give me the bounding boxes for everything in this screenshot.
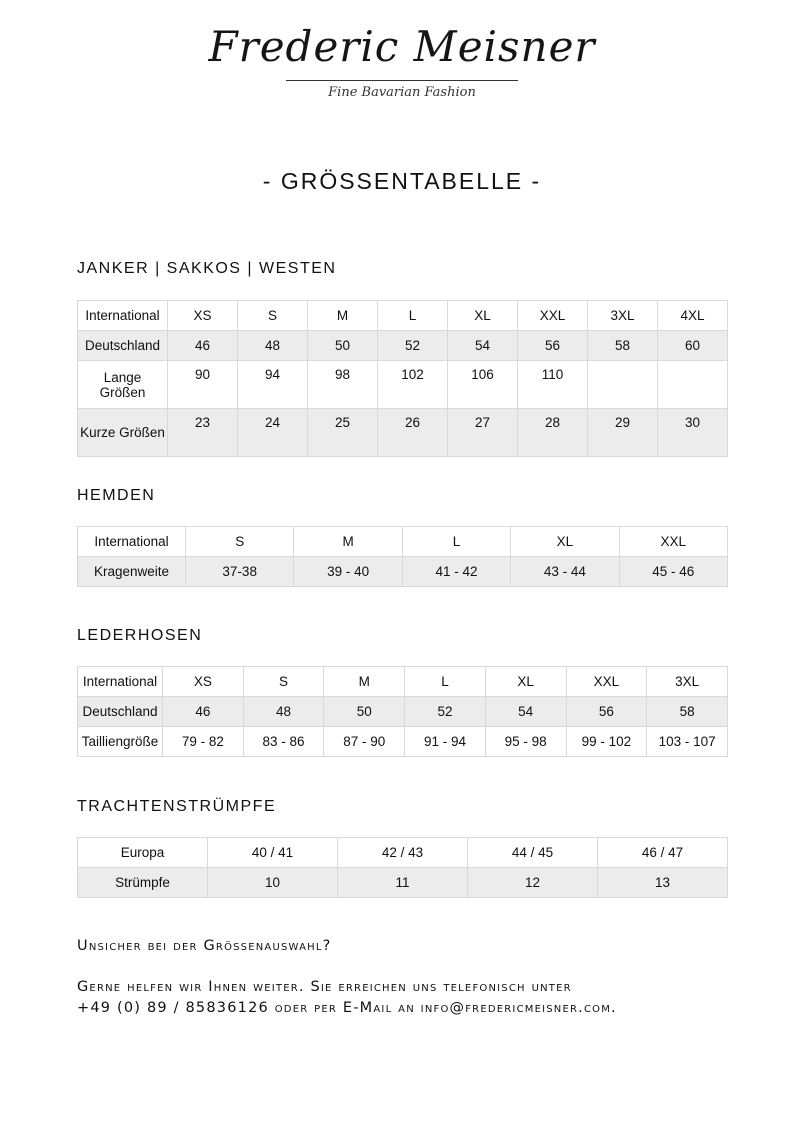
row-label: Kragenweite — [78, 557, 186, 587]
table-row — [78, 331, 728, 361]
row-label: International — [78, 667, 163, 697]
table-cell: XXL — [566, 667, 647, 697]
table-cell: 27 — [448, 409, 518, 457]
table-cell: 29 — [588, 409, 658, 457]
table-cell: 50 — [308, 331, 378, 361]
table-cell: 41 - 42 — [402, 557, 510, 587]
table-row — [78, 868, 728, 898]
page-title: - GRÖSSENTABELLE - — [262, 168, 542, 194]
table-cell: XL — [448, 301, 518, 331]
table-cell: M — [308, 301, 378, 331]
table-cell: M — [324, 667, 405, 697]
table-row — [78, 667, 728, 697]
row-label: Lange Größen — [78, 361, 168, 409]
row-label: Tailliengröße — [78, 727, 163, 757]
table-cell: 28 — [518, 409, 588, 457]
table-cell: 58 — [647, 697, 728, 727]
section-title-hemden: HEMDEN — [77, 487, 156, 504]
table-cell: 37-38 — [186, 557, 294, 587]
table-cell: 106 — [448, 361, 518, 409]
table-cell: 52 — [378, 331, 448, 361]
brand-tagline: Fine Bavarian Fashion — [328, 85, 476, 100]
table-cell: 46 / 47 — [598, 838, 728, 868]
table-cell: 103 - 107 — [647, 727, 728, 757]
table-cell: 13 — [598, 868, 728, 898]
table-cell: 42 / 43 — [338, 838, 468, 868]
table-cell: XL — [485, 667, 566, 697]
brand-logo — [0, 18, 804, 100]
table-cell: 60 — [658, 331, 728, 361]
row-label: International — [78, 527, 186, 557]
table-cell: XL — [511, 527, 619, 557]
table-cell: 95 - 98 — [485, 727, 566, 757]
table-cell: 26 — [378, 409, 448, 457]
table-cell: 44 / 45 — [468, 838, 598, 868]
size-table-struempfe — [77, 837, 728, 898]
table-row — [78, 527, 728, 557]
size-table-hemden — [77, 526, 728, 587]
row-label: Deutschland — [78, 697, 163, 727]
size-table-lederhosen — [77, 666, 728, 757]
table-cell: L — [402, 527, 510, 557]
table-cell: 79 - 82 — [163, 727, 244, 757]
table-cell: 90 — [168, 361, 238, 409]
row-label: Strümpfe — [78, 868, 208, 898]
table-cell: 56 — [518, 331, 588, 361]
row-label: Europa — [78, 838, 208, 868]
table-cell: 54 — [485, 697, 566, 727]
table-cell: 46 — [163, 697, 244, 727]
contact-line-1: Gerne helfen wir Ihnen weiter. Sie erreichen uns telefonisch unter — [77, 979, 572, 995]
table-cell: 94 — [238, 361, 308, 409]
table-cell: S — [243, 667, 324, 697]
table-cell: 30 — [658, 409, 728, 457]
table-cell: 46 — [168, 331, 238, 361]
section-title-janker: JANKER | SAKKOS | WESTEN — [77, 260, 337, 277]
row-label: International — [78, 301, 168, 331]
table-row — [78, 361, 728, 409]
table-cell: XXL — [619, 527, 727, 557]
table-row — [78, 838, 728, 868]
table-cell: 52 — [405, 697, 486, 727]
table-cell: S — [186, 527, 294, 557]
table-cell: 102 — [378, 361, 448, 409]
table-cell: 87 - 90 — [324, 727, 405, 757]
section-title-lederhosen: LEDERHOSEN — [77, 627, 203, 644]
table-row — [78, 727, 728, 757]
table-cell: 58 — [588, 331, 658, 361]
table-cell: 45 - 46 — [619, 557, 727, 587]
table-cell: 3XL — [647, 667, 728, 697]
table-cell: 25 — [308, 409, 378, 457]
table-cell: L — [405, 667, 486, 697]
table-cell: 24 — [238, 409, 308, 457]
table-cell: 91 - 94 — [405, 727, 486, 757]
table-cell — [588, 361, 658, 409]
table-cell: 23 — [168, 409, 238, 457]
table-cell: 12 — [468, 868, 598, 898]
contact-question: Unsicher bei der Grössenauswahl? — [77, 938, 332, 954]
brand-name: Frederic Meisner — [208, 22, 596, 71]
table-row — [78, 409, 728, 457]
table-cell: 54 — [448, 331, 518, 361]
table-cell: XS — [168, 301, 238, 331]
table-cell: 48 — [243, 697, 324, 727]
table-cell: 40 / 41 — [208, 838, 338, 868]
size-table-janker — [77, 300, 728, 457]
table-cell: 98 — [308, 361, 378, 409]
row-label: Kurze Größen — [78, 409, 168, 457]
table-row — [78, 557, 728, 587]
table-cell: 99 - 102 — [566, 727, 647, 757]
table-row — [78, 301, 728, 331]
table-cell: 39 - 40 — [294, 557, 402, 587]
table-cell: XS — [163, 667, 244, 697]
table-cell: 48 — [238, 331, 308, 361]
row-label: Deutschland — [78, 331, 168, 361]
table-cell: L — [378, 301, 448, 331]
table-cell: 4XL — [658, 301, 728, 331]
table-cell: M — [294, 527, 402, 557]
table-cell: S — [238, 301, 308, 331]
table-cell: 3XL — [588, 301, 658, 331]
table-cell: 10 — [208, 868, 338, 898]
table-cell: 56 — [566, 697, 647, 727]
table-cell: XXL — [518, 301, 588, 331]
table-cell: 43 - 44 — [511, 557, 619, 587]
table-cell: 110 — [518, 361, 588, 409]
contact-line-2: +49 (0) 89 / 85836126 oder per E-Mail an info@fredericmeisner.com. — [77, 1000, 617, 1016]
table-row — [78, 697, 728, 727]
table-cell: 83 - 86 — [243, 727, 324, 757]
logo-divider — [286, 80, 518, 81]
table-cell: 50 — [324, 697, 405, 727]
table-cell: 11 — [338, 868, 468, 898]
section-title-struempfe: TRACHTENSTRÜMPFE — [77, 798, 277, 815]
table-cell — [658, 361, 728, 409]
